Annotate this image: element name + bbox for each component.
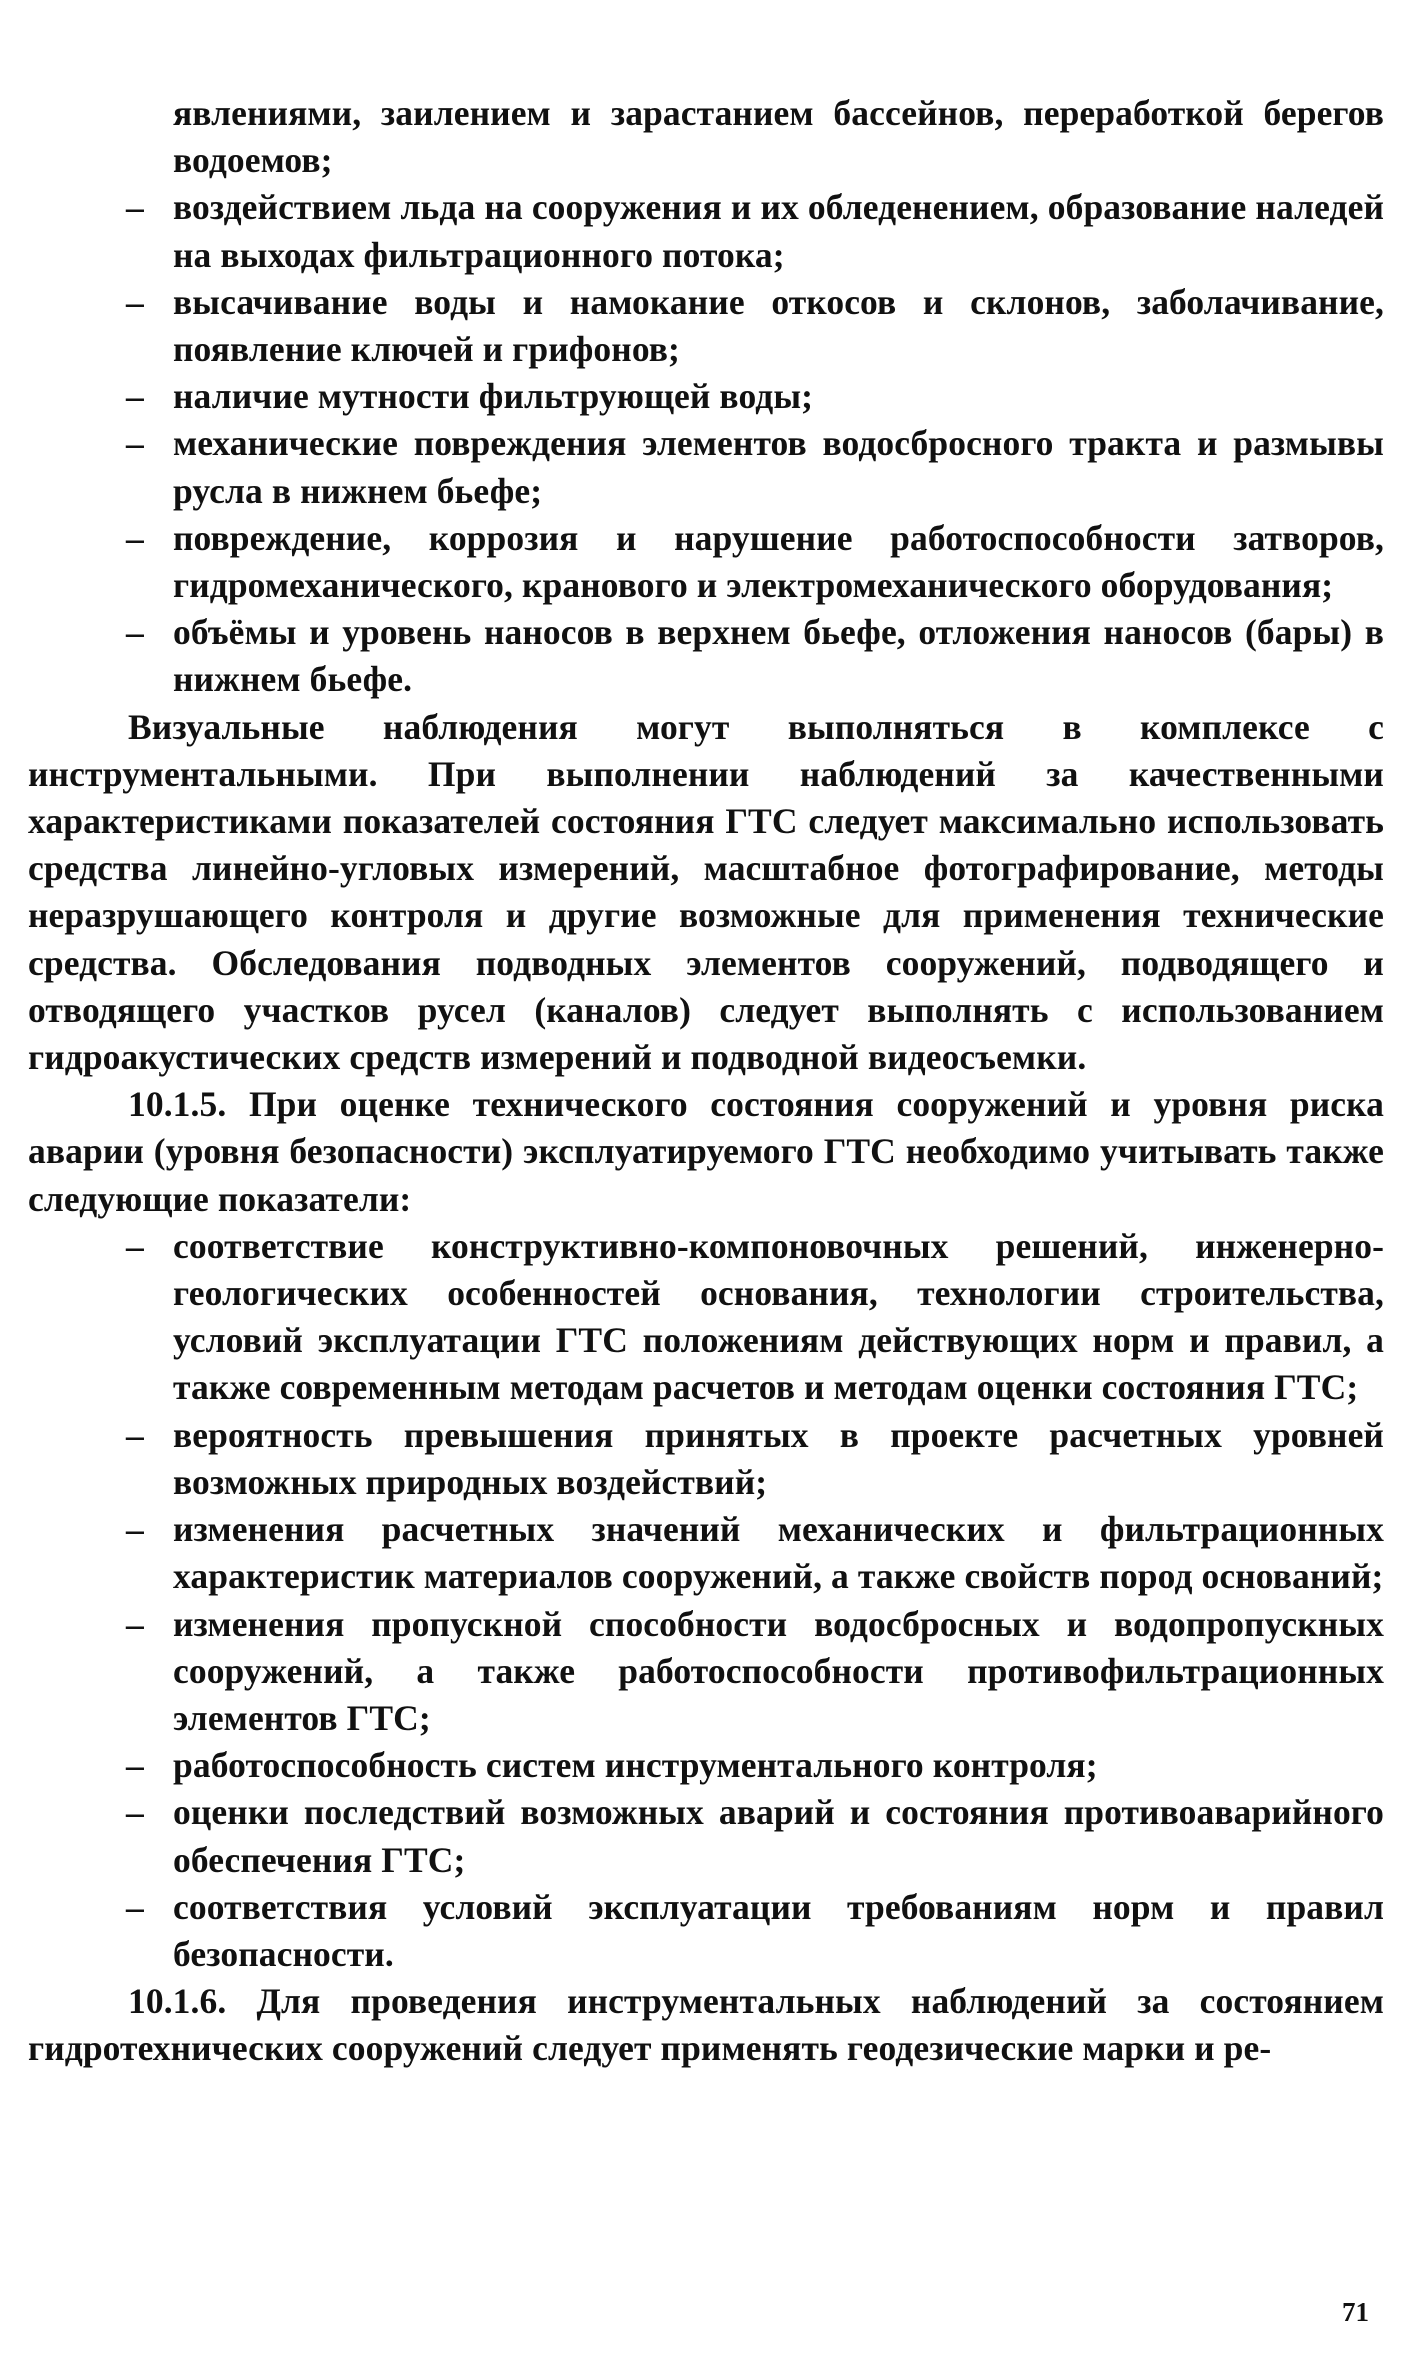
dash-marker: –: [126, 281, 144, 322]
list-item: [28, 420, 1384, 514]
list-item-text: высачивание воды и намокание откосов и склонов, заболачивание, появление ключей и грифонов;: [173, 281, 1384, 370]
list-item-text: объёмы и уровень наносов в верхнем бьефе, отложения наносов (бары) в нижнем бьефе.: [173, 612, 1384, 700]
section-10-1-6: [28, 1978, 1384, 2072]
list-item: [28, 1789, 1384, 1883]
section-number: 10.1.5.: [128, 1084, 227, 1125]
list-item-text: оценки последствий возможных аварий и состояния противоаварийного обеспечения ГТС;: [173, 1792, 1384, 1880]
list-item: [28, 1412, 1384, 1506]
list-item-text: воздействием льда на сооружения и их обледенением, образование наледей на выходах фильтрационного потока;: [173, 187, 1384, 275]
list-item-text: изменения пропускной способности водосбросных и водопропускных сооружений, а также работоспособности противофильтрационных элементов ГТС;: [173, 1603, 1384, 1738]
list-item-text: вероятность превышения принятых в проекте расчетных уровней возможных природных воздействий;: [173, 1414, 1384, 1502]
dash-marker: –: [126, 187, 144, 228]
dash-marker: –: [126, 423, 144, 464]
list-item: [28, 1223, 1384, 1412]
list-item-text: соответствия условий эксплуатации требованиям норм и правил безопасности.: [173, 1886, 1384, 1974]
list-item: [28, 609, 1384, 703]
bullet-list-1: [28, 184, 1384, 703]
dash-marker: –: [126, 1886, 144, 1927]
dash-marker: –: [126, 1414, 144, 1455]
dash-marker: –: [126, 376, 144, 417]
dash-marker: –: [126, 1225, 144, 1266]
list-item-text: наличие мутности фильтрующей воды;: [173, 376, 814, 417]
list-item: [28, 1601, 1384, 1743]
continued-list-item: явлениями, заилением и зарастанием бассейнов, переработкой берегов водоемов;: [173, 93, 1384, 181]
page-text: [28, 90, 1384, 2073]
paragraph-visual-observations: Визуальные наблюдения могут выполняться в комплексе с инструментальными. При выполнении наблюдений за качественными характеристиками показателей состояния ГТС следует максимально использовать средства линейно-угловых измерений, масштабное фотографирование, методы неразрушающего контроля и другие возможные для применения технические средства. Обследования подводных элементов сооружений, подводящего и отводящего участков русел (каналов) следует выполнять с использованием гидроакустических средств измерений и подводной видеосъемки.: [28, 706, 1384, 1078]
section-10-1-5: [28, 1081, 1384, 1223]
dash-marker: –: [126, 612, 144, 653]
list-item-text: механические повреждения элементов водосбросного тракта и размывы русла в нижнем бьефе;: [173, 423, 1384, 511]
list-item-text: соответствие конструктивно-компоновочных решений, инженерно-геологических особенностей основания, технологии строительства, условий эксплуатации ГТС положениям действующих норм и правил, а также современным методам расчетов и методам оценки состояния ГТС;: [173, 1225, 1384, 1408]
list-item-text: работоспособность систем инструментального контроля;: [173, 1745, 1098, 1786]
list-item: [28, 1742, 1384, 1789]
list-item: [28, 279, 1384, 373]
list-item: [28, 373, 1384, 420]
list-item: [28, 184, 1384, 278]
list-item: [28, 1884, 1384, 1978]
section-number: 10.1.6.: [128, 1981, 227, 2022]
dash-marker: –: [126, 517, 144, 558]
list-item-text: повреждение, коррозия и нарушение работоспособности затворов, гидромеханического, кранового и электромеханического оборудования;: [173, 517, 1384, 606]
list-item: [28, 515, 1384, 609]
bullet-list-2: [28, 1223, 1384, 1978]
section-text: Для проведения инструментальных наблюдений за состоянием гидротехнических сооружений следует применять геодезические марки и ре-: [28, 1981, 1384, 2069]
dash-marker: –: [126, 1603, 144, 1644]
page-number: 71: [1342, 2297, 1369, 2327]
dash-marker: –: [126, 1792, 144, 1833]
list-item: [28, 1506, 1384, 1600]
dash-marker: –: [126, 1745, 144, 1786]
dash-marker: –: [126, 1509, 144, 1550]
list-item-text: изменения расчетных значений механических и фильтрационных характеристик материалов сооружений, а также свойств пород оснований;: [173, 1509, 1384, 1597]
section-text: При оценке технического состояния сооружений и уровня риска аварии (уровня безопасности) эксплуатируемого ГТС необходимо учитывать также следующие показатели:: [28, 1084, 1384, 1219]
